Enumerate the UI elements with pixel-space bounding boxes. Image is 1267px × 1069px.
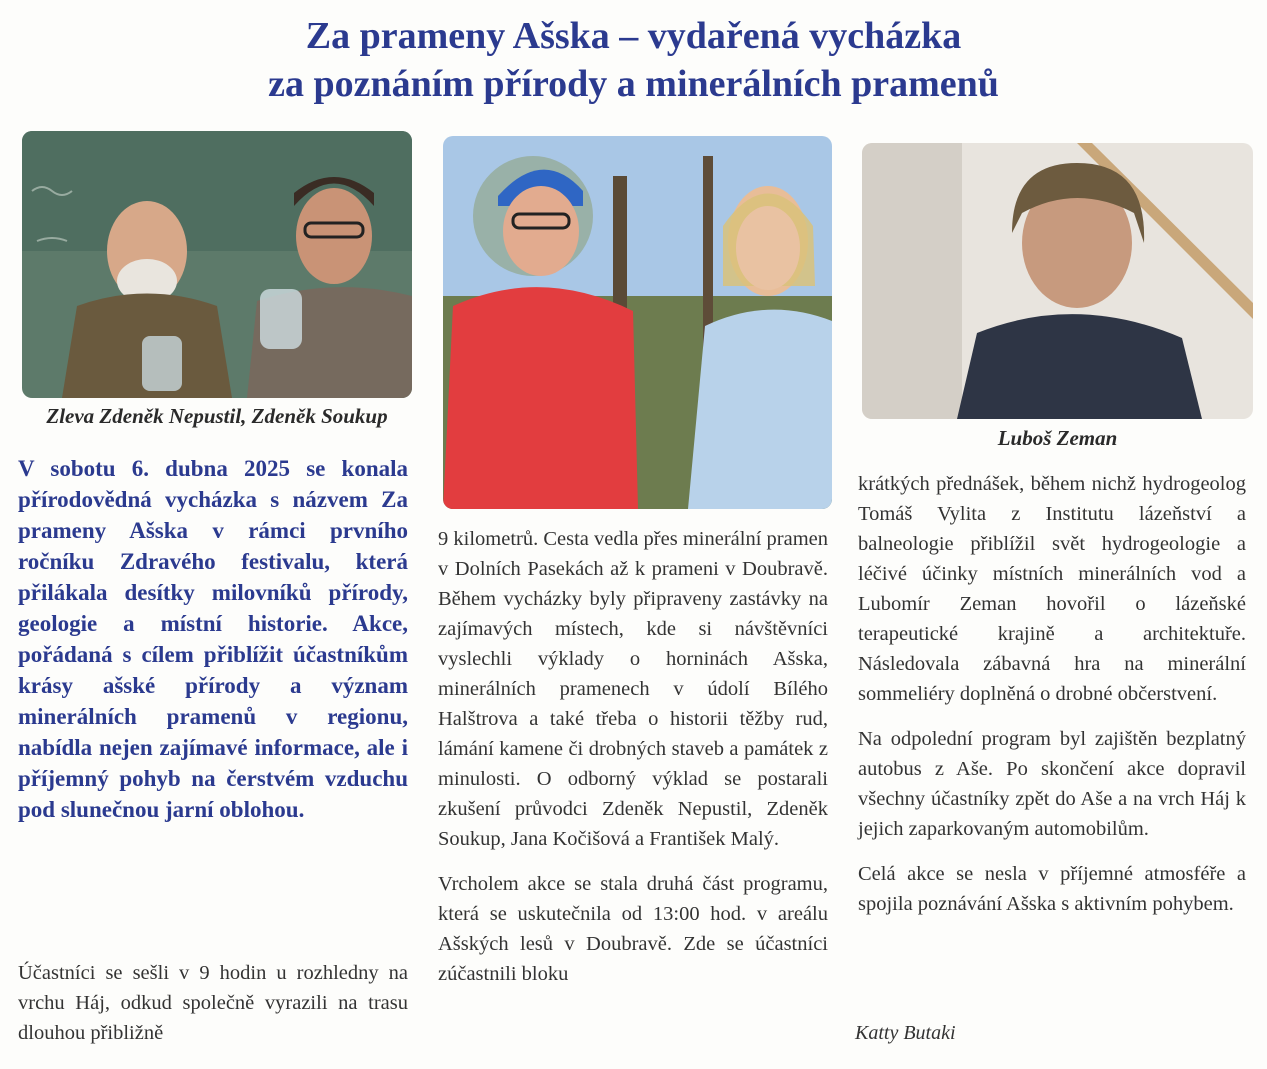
col3-paragraph-3: Celá akce se nesla v příjemné atmosféře a spojila poznávání Ašska s aktivním pohybem. <box>858 863 1246 915</box>
photo1-caption: Zleva Zdeněk Nepustil, Zdeněk Soukup <box>46 404 388 428</box>
title-line-1: Za prameny Ašska – vydařená vycházka <box>305 15 962 57</box>
photo-two-women <box>443 136 832 509</box>
photo3-caption: Luboš Zeman <box>997 426 1118 450</box>
article-author: Katty Butaki <box>855 1022 956 1044</box>
title-line-2: za poznáním přírody a minerálních pramenů <box>268 63 999 105</box>
col3-paragraph-2: Na odpolední program byl zajištěn bezplatný autobus z Aše. Po skončení akce dopravil všechny účastníky zpět do Aše a na vrch Háj k jejich zaparkovaným automobilům. <box>858 728 1246 840</box>
column-1 <box>18 958 408 1063</box>
article-lead: V sobotu 6. dubna 2025 se konala přírodovědná vycházka s názvem Za prameny Ašska v rámci prvního ročníku Zdravého festivalu, která přilákala desítky milovníků přírody, geologie a místní historie. Akce, pořádaná s cílem přiblížit účastníkům krásy ašské přírody a význam minerálních pramenů v regionu, nabídla nejen zajímavé informace, ale i příjemný pohyb na čerstvém vzduchu pod slunečnou jarní oblohou. <box>18 456 408 822</box>
photo-two-men <box>22 131 412 398</box>
col1-paragraph-1: Účastníci se sešli v 9 hodin u rozhledny na vrchu Háj, odkud společně vyrazili na trasu dlouhou přibližně <box>18 962 408 1044</box>
col2-paragraph-1: 9 kilometrů. Cesta vedla přes minerální pramen v Dolních Pasekách až k prameni v Doubravě. Během vycházky byly připraveny zastávky na zajímavých místech, kde si návštěvníci vyslechli výklady o horninách Ašska, minerálních pramenech v údolí Bílého Halštrova a také třeba o historii těžby rud, lámání kamene či drobných staveb a památek z minulosti. O odborný výklad se postarali zkušení průvodci Zdeněk Nepustil, Zdeněk Soukup, Jana Kočišová a František Malý. <box>438 528 828 850</box>
column-3 <box>858 469 1246 934</box>
column-2 <box>438 524 828 1004</box>
article-title <box>0 12 1267 108</box>
col3-paragraph-1: krátkých přednášek, během nichž hydrogeolog Tomáš Vylita z Institutu lázeňství a balneologie přiblížil svět hydrogeologie a léčivé účinky místních minerálních vod a Lubomír Zeman hovořil o lázeňské terapeutické krajině a architektuře. Následovala zábavná hra na minerální sommeliéry doplněná o drobné občerstvení. <box>858 473 1246 705</box>
photo-man-portrait <box>862 143 1253 419</box>
col2-paragraph-2: Vrcholem akce se stala druhá část programu, která se uskutečnila od 13:00 hod. v areálu Ašských lesů v Doubravě. Zde se účastníci zúčastnili bloku <box>438 873 828 985</box>
